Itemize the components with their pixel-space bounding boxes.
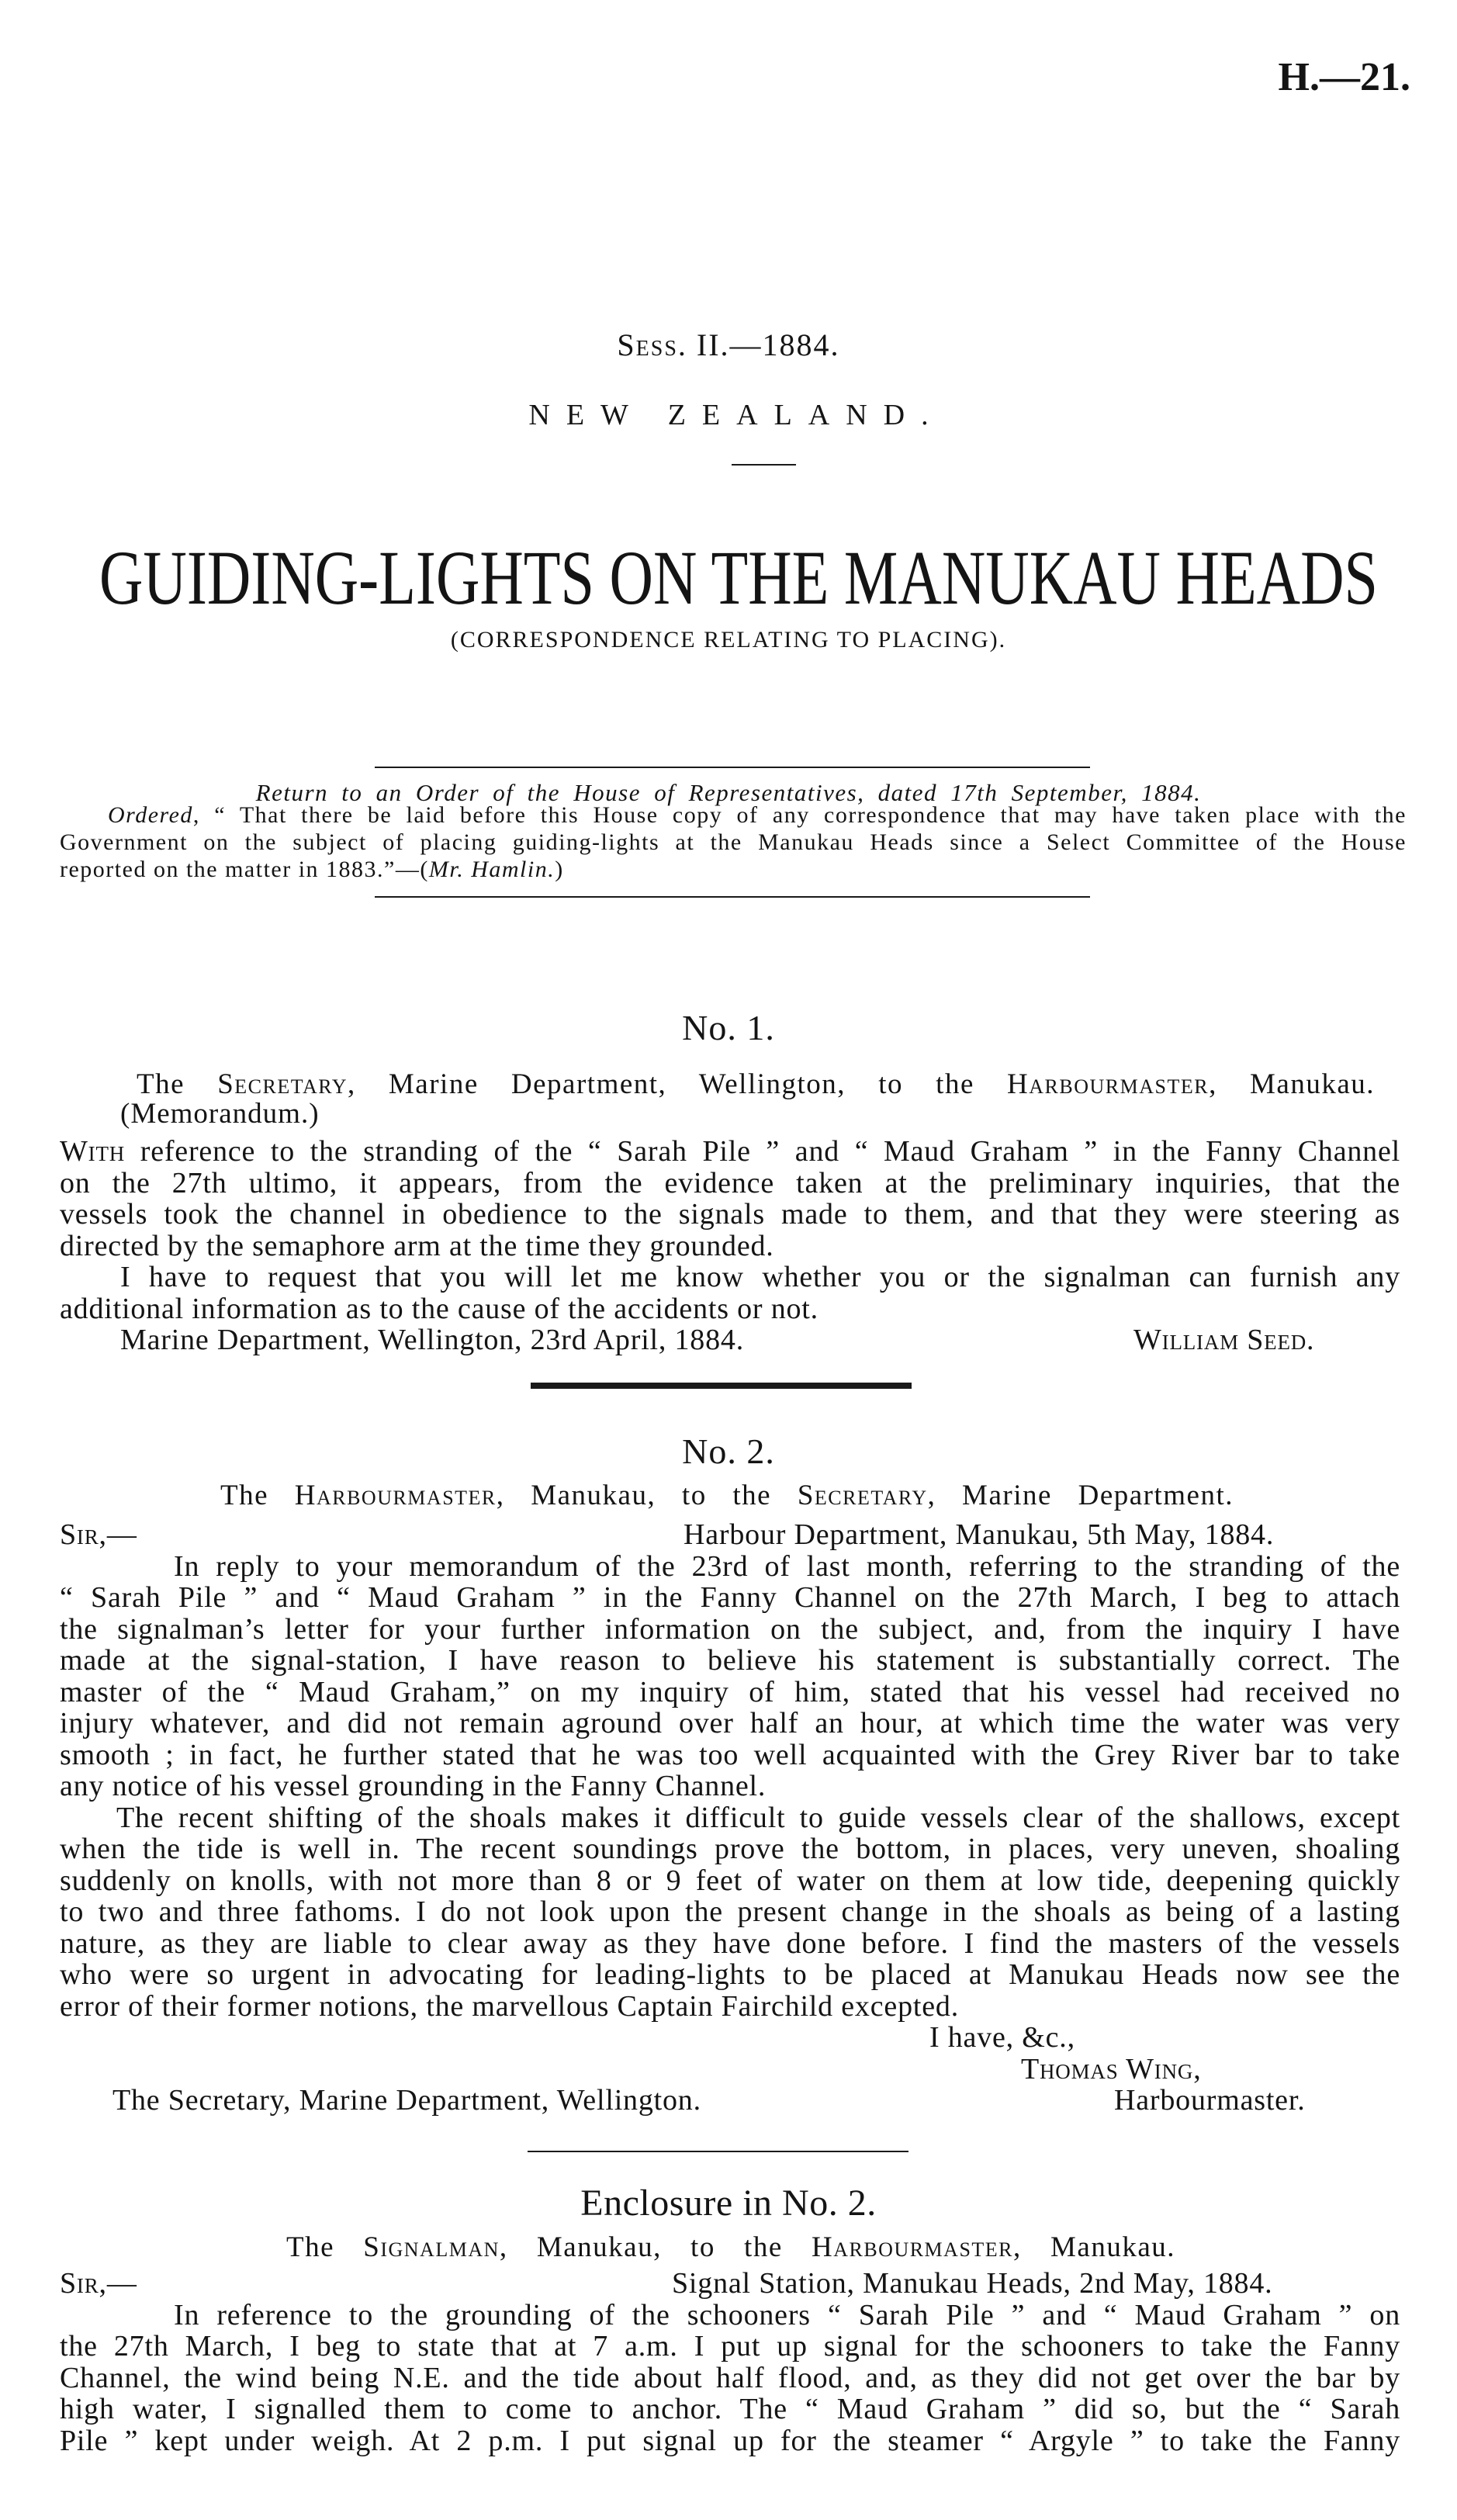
sender-title: Harbourmaster: [294, 1480, 497, 1511]
body-line: [60, 1262, 1400, 1293]
place-date: Harbour Department, Manukau, 5th May, 1884.: [684, 1518, 1275, 1551]
body-line: [60, 1865, 1400, 1897]
return-bottom-rule: [375, 896, 1090, 898]
doc1-header: [137, 1069, 1375, 1100]
document-title-text: GUIDING-LIGHTS ON THE MANUKAU HEADS: [99, 535, 1378, 621]
header-segment: , Marine Department, Wellington, to the: [347, 1068, 1008, 1100]
order-line: [60, 801, 1407, 829]
body-line-text: high water, I signalled them to come to anchor. The “ Maud Graham ” did so, but the “ Sarah: [60, 2393, 1400, 2425]
doc1-kind: (Memorandum.): [120, 1098, 320, 1130]
body-line: [60, 1708, 1400, 1739]
sender-title: Secretary: [217, 1068, 348, 1100]
body-line: [60, 1959, 1400, 1991]
order-text-segment: , “ That there be laid before this House copy of any correspondence that may have taken place with the: [192, 802, 1407, 828]
body-line-text: the signalman’s letter for your further information on the subject, and, from the inquiry I have: [60, 1612, 1400, 1646]
order-text-segment: Government on the subject of placing guiding-lights at the Manukau Heads since a Select Committee of the House: [60, 829, 1407, 855]
order-text-segment: ): [555, 857, 564, 882]
salutation: Sir,—: [60, 2267, 137, 2300]
body-line-text: nature, as they are liable to clear away as they have done before. I find the masters of the vessels: [60, 1926, 1400, 1960]
ordered-label: Ordered: [108, 802, 193, 828]
recipient-title: Secretary: [797, 1480, 928, 1511]
header-segment: The: [137, 1068, 218, 1100]
place-date: Signal Station, Manukau Heads, 2nd May, 1884.: [672, 2267, 1273, 2300]
header-segment: , Manukau, to the: [496, 1480, 798, 1511]
body-line: [60, 1928, 1400, 1960]
body-line: [60, 1991, 1400, 2023]
sender-title: Signalman: [363, 2231, 500, 2263]
body-line-text: In reply to your memorandum of the 23rd of last month, referring to the stranding of the: [174, 1549, 1400, 1583]
document-title: [0, 535, 1457, 621]
body-line: [60, 2362, 1400, 2394]
return-heading: Return to an Order of the House of Representatives, dated 17th September, 1884.: [255, 779, 1202, 806]
body-line: [60, 2300, 1400, 2331]
body-line-text: smooth ; in fact, he further stated that he was too well acquainted with the Grey River bar to take: [60, 1738, 1400, 1771]
body-line: [60, 2331, 1400, 2362]
order-line: [60, 829, 1407, 856]
enclosure-rule: [528, 2151, 908, 2152]
body-line-text: I have to request that you will let me know whether you or the signalman can furnish any: [120, 1261, 1400, 1293]
body-line-text: vessels took the channel in obedience to the signals made to them, and that they were steering as: [60, 1198, 1400, 1231]
enclosure-heading: Enclosure in No. 2.: [580, 2182, 877, 2224]
header-segment: , Manukau.: [1209, 1068, 1375, 1100]
body-line: [60, 1833, 1400, 1865]
doc2-number: No. 2.: [682, 1431, 775, 1471]
enclosure-body: [60, 2268, 1400, 2456]
header-segment: , Manukau, to the: [499, 2231, 812, 2263]
body-line-text: made at the signal-station, I have reason to believe his statement is substantially correct. The: [60, 1644, 1400, 1677]
body-line: [60, 1136, 1400, 1168]
body-line: [60, 1771, 1400, 1802]
place-date: Marine Department, Wellington, 23rd April, 1884.: [120, 1324, 745, 1356]
body-line-text: reference to the stranding of the “ Sarah Pile ” and “ Maud Graham ” in the Fanny Channel: [140, 1135, 1400, 1168]
body-line: [60, 1199, 1400, 1231]
body-line-text: who were so urgent in advocating for leading-lights to be placed at Manukau Heads now see the: [60, 1958, 1400, 1991]
body-line-text: the 27th March, I beg to state that at 7 a.m. I put up signal for the schooners to take the Fanny: [60, 2330, 1400, 2362]
body-line-text: “ Sarah Pile ” and “ Maud Graham ” in the Fanny Channel on the 27th March, I beg to attach: [60, 1581, 1400, 1614]
recipient-title: Harbourmaster: [811, 2231, 1014, 2263]
body-line: [60, 1739, 1400, 1771]
enclosure-header: [286, 2232, 1175, 2263]
body-line-text: any notice of his vessel grounding in the Fanny Channel.: [60, 1770, 767, 1802]
section-thick-rule: [531, 1383, 912, 1389]
addressee: The Secretary, Marine Department, Wellington.: [112, 2084, 701, 2117]
addressee-line: [60, 2085, 1400, 2117]
body-line: [60, 1677, 1400, 1708]
body-line-text: Pile ” kept under weigh. At 2 p.m. I put signal up for the steamer “ Argyle ” to take the Fanny: [60, 2424, 1400, 2457]
document-subtitle: (CORRESPONDENCE RELATING TO PLACING).: [450, 627, 1007, 652]
body-line-text: In reference to the grounding of the schooners “ Sarah Pile ” and “ Maud Graham ” on: [174, 2298, 1400, 2331]
salutation: Sir,—: [60, 1518, 137, 1551]
closing: I have, &c.,: [929, 2021, 1075, 2054]
body-line-text: master of the “ Maud Graham,” on my inquiry of him, stated that his vessel had received no: [60, 1675, 1400, 1708]
body-line-text: suddenly on knolls, with not more than 8 or 9 feet of water on them at low tide, deepening quickly: [60, 1864, 1400, 1897]
dateline: [60, 1324, 1400, 1356]
signatory-title: Harbourmaster.: [1114, 2084, 1306, 2117]
body-line: [60, 1168, 1400, 1199]
body-line-text: injury whatever, and did not remain aground over half an hour, at which time the water was very: [60, 1707, 1400, 1739]
header-segment: The: [286, 2231, 364, 2263]
opening-word: With: [60, 1135, 126, 1168]
body-line: [60, 1293, 1400, 1325]
header-segment: , Marine Department.: [927, 1480, 1234, 1511]
body-line: [60, 1582, 1400, 1614]
mover-name: Mr. Hamlin.: [428, 857, 555, 882]
return-top-rule: [375, 767, 1090, 768]
body-line-text: additional information as to the cause of the accidents or not.: [60, 1292, 818, 1325]
session-line: Sess. II.—1884.: [617, 327, 840, 362]
body-line: [60, 1231, 1400, 1262]
order-text: [60, 801, 1407, 883]
closing-line: [60, 2022, 1400, 2054]
body-line: [60, 1896, 1400, 1928]
signature-line: [60, 2054, 1400, 2086]
body-line: [60, 1614, 1400, 1646]
short-divider: [732, 464, 796, 466]
country-line: NEW ZEALAND.: [528, 399, 945, 431]
order-text-segment: reported on the matter in 1883.”—(: [60, 857, 429, 882]
doc1-body: [60, 1136, 1400, 1356]
header-segment: , Manukau.: [1013, 2231, 1175, 2263]
body-line-text: when the tide is well in. The recent soundings prove the bottom, in places, very uneven, shoaling: [60, 1833, 1400, 1865]
body-line-text: directed by the semaphore arm at the time they grounded.: [60, 1229, 774, 1262]
page-reference: H.—21.: [1278, 55, 1410, 99]
body-line: [60, 1645, 1400, 1677]
doc2-header: [220, 1480, 1234, 1511]
salutation-line: [60, 2268, 1400, 2300]
header-segment: The: [220, 1480, 295, 1511]
signatory: Thomas Wing,: [1021, 2052, 1202, 2086]
body-line-text: error of their former notions, the marvellous Captain Fairchild excepted.: [60, 1989, 959, 2023]
body-line-text: Channel, the wind being N.E. and the tide about half flood, and, as they did not get over the bar by: [60, 2361, 1400, 2394]
body-line-text: to two and three fathoms. I do not look upon the present change in the shoals as being of a lasting: [60, 1895, 1400, 1928]
body-line: [60, 2425, 1400, 2457]
body-line-text: The recent shifting of the shoals makes it difficult to guide vessels clear of the shallows, except: [116, 1801, 1400, 1834]
doc1-number: No. 1.: [682, 1008, 775, 1047]
body-line: [60, 1551, 1400, 1583]
body-line: [60, 2394, 1400, 2425]
order-line: [60, 856, 1407, 883]
body-line: [60, 1802, 1400, 1834]
salutation-line: [60, 1519, 1400, 1551]
doc2-body: [60, 1519, 1400, 2117]
recipient-title: Harbourmaster: [1007, 1068, 1210, 1100]
body-line-text: on the 27th ultimo, it appears, from the evidence taken at the preliminary inquiries, that the: [60, 1166, 1400, 1199]
signatory: William Seed.: [1133, 1324, 1315, 1356]
